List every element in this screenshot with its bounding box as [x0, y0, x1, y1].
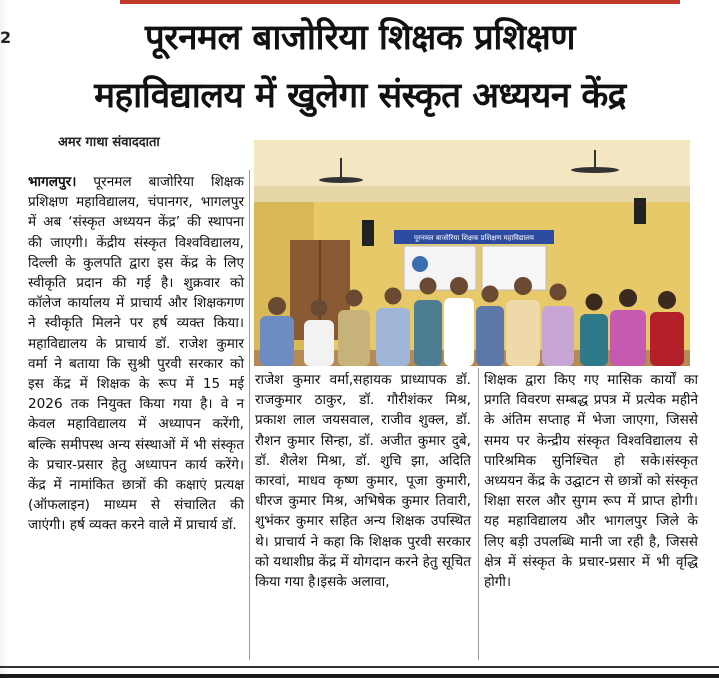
- headline-line-1: पूरनमल बाजोरिया शिक्षक प्रशिक्षण: [144, 18, 576, 58]
- article-dateline: भागलपुर।: [28, 174, 77, 190]
- news-photo: [254, 140, 690, 366]
- column-divider: [249, 170, 250, 660]
- article-column-1-text: पूरनमल बाजोरिया शिक्षक प्रशिक्षण महाविद्यालय, चंपानगर, भागलपुर में अब ‘संस्कृत अध्ययन केंद्र’ की स्थापना की जाएगी। केंद्रीय संस्कृत विश्वविद्यालय, दिल्ली के कुलपति द्वारा इस केंद्र के लिए स्वीकृति प्रदान की गई है। शुक्रवार को कॉलेज कार्यालय में प्राचार्य और शिक्षकगण ने स्वीकृति मिलने पर हर्ष व्यक्त किया।महाविद्यालय के प्राचार्य डॉ. राजेश कुमार वर्मा ने बताया कि सुश्री पुरवी सरकार को इस केंद्र में शिक्षक के रूप में 15 मई 2026 तक नियुक्त किया गया है। वे न केवल महाविद्यालय में अध्यापन करेंगी, बल्कि समीपस्थ अन्य संस्थाओं में भी संस्कृत के प्रचार-प्रसार हेतु अध्यापन कार्य करेंगे। केंद्र में नामांकित छात्रों की कक्षाएं प्रत्यक्ष (ऑफलाइन) माध्यम से संचालित की जाएंगी। हर्ष व्यक्त करने वाले में प्राचार्य डॉ.: [28, 174, 244, 534]
- byline: अमर गाथा संवाददाता: [58, 135, 160, 150]
- photo-illustration: [254, 140, 690, 366]
- photo-banner-text: पूरनमल बाजोरिया शिक्षक प्रशिक्षण महाविद्यालय: [414, 234, 534, 242]
- page-fold-edge: [0, 0, 8, 678]
- bottom-rule: [0, 666, 719, 668]
- article-column-3: [484, 370, 698, 592]
- article-column-1: [28, 172, 244, 536]
- article-column-2-text: राजेश कुमार वर्मा,सहायक प्राध्यापक डॉ. राजकुमार ठाकुर, डॉ. गौरीशंकर मिश्र, प्रकाश लाल जयसवाल, राजीव शुक्ल, डॉ. रौशन कुमार सिन्हा, डॉ. अजीत कुमार दुबे, डॉ. शैलेश मिश्रा, डॉ. शुचि झा, अदिति कारवां, माधव कृष्ण कुमार, पूजा कुमारी, धीरज कुमार मिश्र, अभिषेक कुमार तिवारी, शुभंकर कुमार सहित अन्य शिक्षक उपस्थित थे। प्राचार्य ने कहा कि शिक्षक पुरवी सरकार को यथाशीघ्र केंद्र में योगदान करने हेतु सूचित किया गया है।इसके अलावा,: [255, 372, 471, 591]
- bottom-rule-thick: [0, 674, 719, 678]
- headline-line-2: महाविद्यालय में खुलेगा संस्कृत अध्ययन केंद्र: [94, 76, 626, 116]
- page-edge-digit: 2: [0, 28, 12, 47]
- article-column-3-text: शिक्षक द्वारा किए गए मासिक कार्यों का प्रगति विवरण सम्बद्ध प्रपत्र में प्रत्येक महीने के अंतिम सप्ताह में भेजा जाएगा, जिससे समय पर केन्द्रीय संस्कृत विश्वविद्यालय से पारिश्रमिक सुनिश्चित हो सके।संस्कृत अध्ययन केंद्र के उद्घाटन से छात्रों को संस्कृत शिक्षा सरल और सुगम रूप में प्राप्त होगी। यह महाविद्यालय और भागलपुर जिले के लिए बड़ी उपलब्धि मानी जा रही है, जिससे क्षेत्र में संस्कृत के प्रचार-प्रसार में भी वृद्धि होगी।: [484, 372, 698, 591]
- top-accent-rule: [120, 0, 680, 4]
- column-divider: [478, 368, 479, 660]
- article-column-2: [255, 370, 471, 592]
